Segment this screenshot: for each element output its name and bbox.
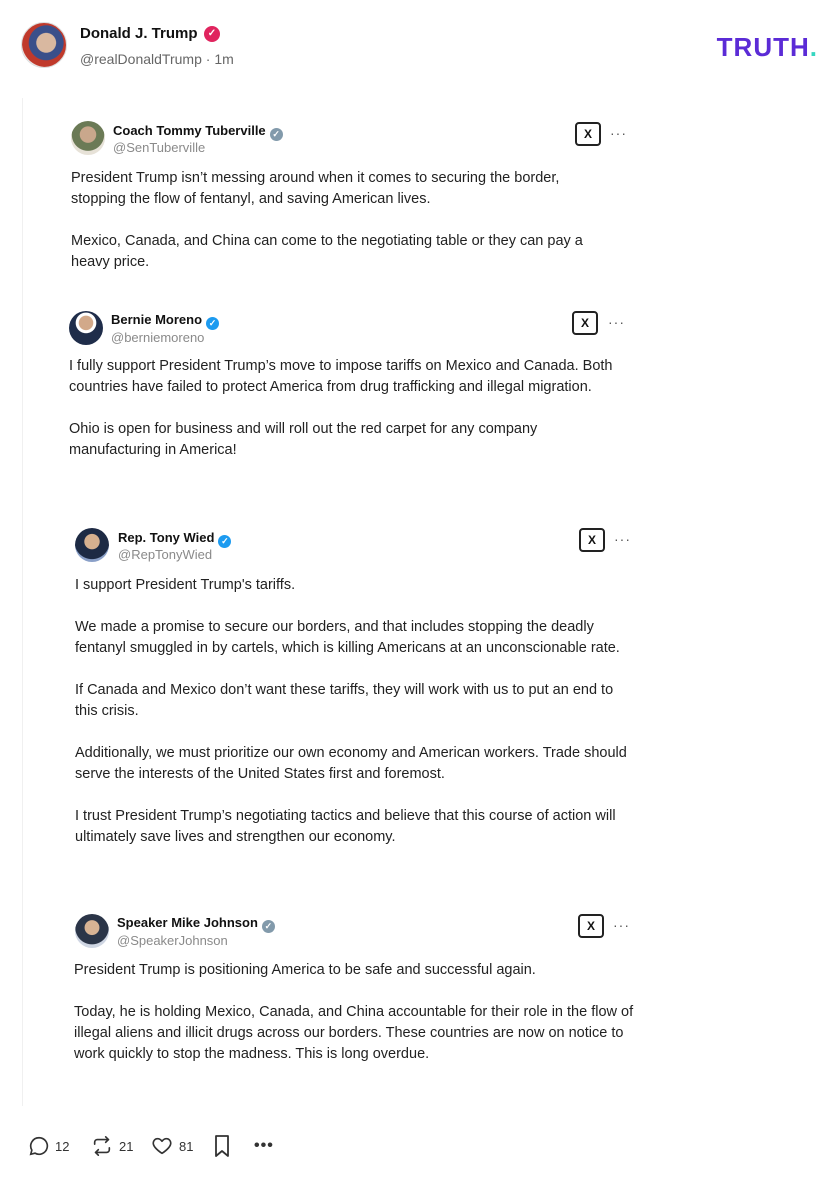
quote-author-name: Coach Tommy Tuberville ✓	[113, 123, 283, 141]
author-avatar[interactable]	[21, 22, 67, 68]
blue-check-badge-icon: ✓	[218, 535, 231, 548]
quote-avatar	[71, 121, 105, 155]
truth-logo-dot: .	[809, 32, 818, 62]
quote-paragraph: I fully support President Trump’s move to impose tariffs on Mexico and Canada. Both countries have failed to protect America from drug trafficking and illegal migration.	[69, 358, 613, 395]
quote-author-handle: @RepTonyWied	[118, 547, 213, 562]
blue-check-badge-icon: ✓	[206, 317, 219, 330]
author-handle[interactable]: @realDonaldTrump	[80, 51, 202, 67]
quote-paragraph: Today, he is holding Mexico, Canada, and China accountable for their role in the flow of illegal aliens and illicit drugs across our borders. These countries are now on notice to work quickly to stop the madness. This is long overdue.	[74, 1004, 634, 1062]
quote-author-handle: @SenTuberville	[113, 140, 206, 155]
x-logo-icon: X	[572, 311, 598, 335]
truth-logo-text: TRUTH	[716, 32, 810, 62]
reply-button[interactable]	[28, 1132, 69, 1160]
quote-paragraph: President Trump isn’t messing around when it comes to securing the border, stopping the flow of fentanyl, and saving American lives.	[71, 170, 560, 207]
heart-icon	[150, 1135, 174, 1157]
more-icon: ···	[608, 314, 625, 330]
like-button[interactable]	[150, 1132, 193, 1160]
quote-paragraph: I support President Trump's tariffs.	[75, 577, 296, 593]
verified-badge-icon: ✓	[204, 26, 220, 42]
more-options-icon: •••	[254, 1137, 274, 1154]
quote-author-name: Speaker Mike Johnson ✓	[117, 915, 275, 933]
quote-body	[74, 960, 644, 1065]
retruth-icon	[90, 1135, 114, 1157]
x-logo-icon: X	[575, 122, 601, 146]
quote-body	[75, 575, 635, 848]
quote-author-handle: @berniemoreno	[111, 330, 205, 345]
quote-paragraph: If Canada and Mexico don’t want these tariffs, they will work with us to put an end to this crisis.	[75, 682, 614, 719]
quote-author-handle: @SpeakerJohnson	[117, 933, 228, 948]
truth-logo[interactable]	[717, 32, 818, 63]
reply-icon	[28, 1135, 50, 1157]
embedded-image[interactable]	[22, 98, 672, 1106]
bookmark-button[interactable]	[212, 1132, 237, 1160]
gray-check-badge-icon: ✓	[270, 128, 283, 141]
quote-avatar	[75, 528, 109, 562]
author-meta	[80, 51, 234, 67]
like-count: 81	[179, 1138, 194, 1154]
gray-check-badge-icon: ✓	[262, 920, 275, 933]
author-name[interactable]: Donald J. Trump	[80, 25, 198, 42]
quote-paragraph: President Trump is positioning America to be safe and successful again.	[74, 962, 536, 978]
post-timestamp[interactable]: 1m	[214, 51, 234, 67]
quote-author-name: Bernie Moreno ✓	[111, 312, 219, 330]
quote-paragraph: Ohio is open for business and will roll out the red carpet for any company manufacturing in America!	[69, 421, 538, 458]
quote-paragraph: I trust President Trump’s negotiating tactics and believe that this course of action will ultimately save lives and strengthen our economy.	[75, 808, 616, 845]
retruth-count: 21	[119, 1138, 134, 1154]
reply-count: 12	[55, 1138, 70, 1154]
quote-avatar	[75, 914, 109, 948]
quote-body	[69, 356, 619, 461]
x-logo-icon: X	[579, 528, 605, 552]
retruth-button[interactable]	[90, 1132, 133, 1160]
quote-paragraph: Mexico, Canada, and China can come to the negotiating table or they can pay a heavy price.	[71, 233, 583, 270]
quote-paragraph: Additionally, we must prioritize our own economy and American workers. Trade should serve the interests of the United States first and foremost.	[75, 745, 627, 782]
quote-body	[71, 168, 611, 273]
more-icon: ···	[610, 125, 627, 141]
quote-author-name: Rep. Tony Wied ✓	[118, 530, 231, 548]
post-action-bar	[22, 1132, 322, 1162]
more-icon: ···	[613, 917, 630, 933]
more-icon: ···	[614, 531, 631, 547]
x-logo-icon: X	[578, 914, 604, 938]
meta-separator: ·	[205, 51, 211, 67]
quote-avatar	[69, 311, 103, 345]
quote-paragraph: We made a promise to secure our borders, and that includes stopping the deadly fentanyl smuggled in by cartels, which is killing Americans at an unconscionable rate.	[75, 619, 620, 656]
more-options-button[interactable]	[254, 1132, 274, 1160]
post-header	[0, 0, 840, 80]
bookmark-icon	[212, 1134, 232, 1158]
